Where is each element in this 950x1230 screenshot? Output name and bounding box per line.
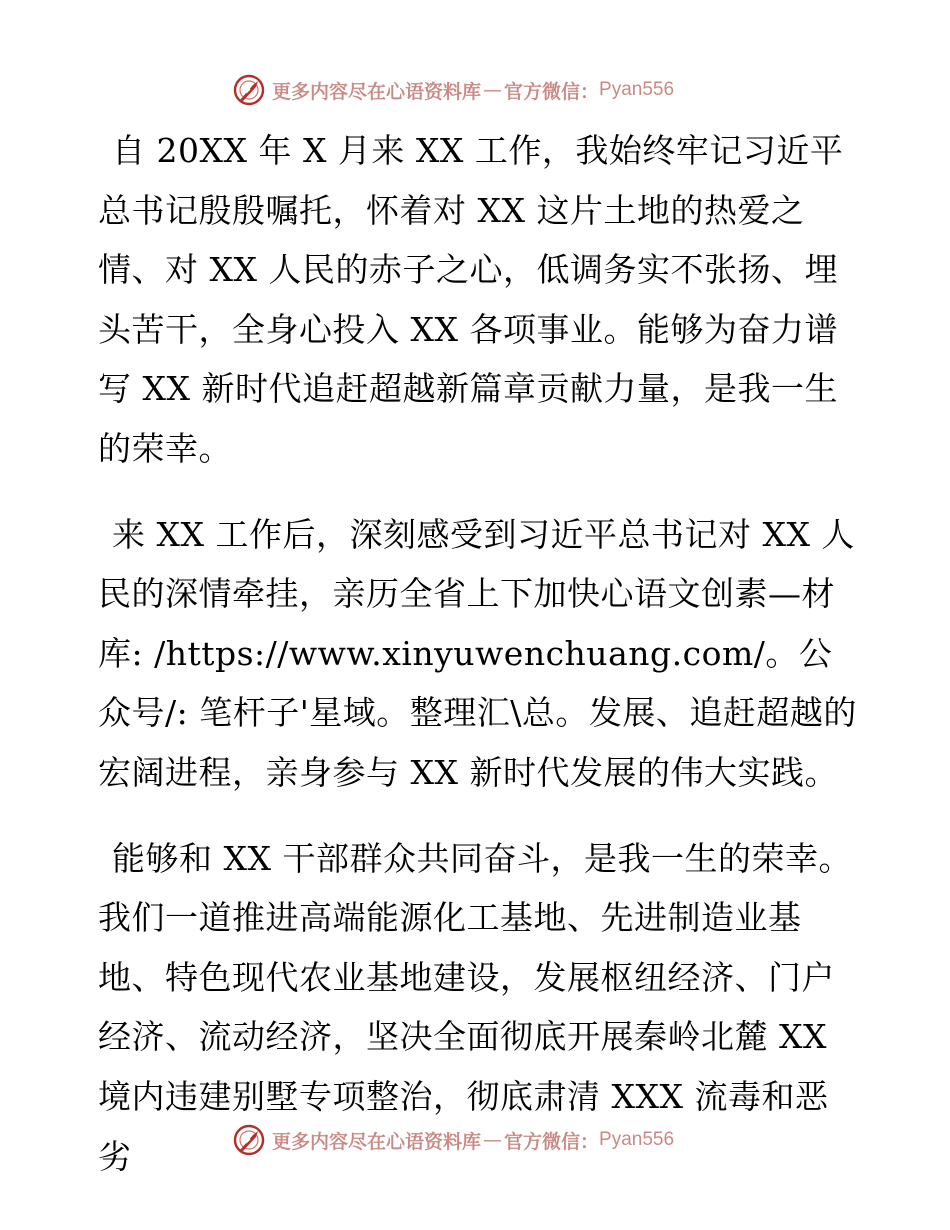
- paragraph-2-text: 来 XX 工作后，深刻感受到习近平总书记对 XX 人民的深情牵挂，亲历全省上下加快心语文创素—材库: /https://www.xinyuwenchuang.com/。公众号/: 笔杆子'星域。整理汇\总。发展、追赶超越的宏阔进程，亲身参与 XX 新时代发展的伟大实践。: [98, 514, 857, 792]
- paragraph-2: [98, 505, 858, 803]
- pen-nib-logo-icon: [232, 1123, 266, 1157]
- footer-watermark-dash: —: [483, 1129, 503, 1151]
- header-watermark-dash: —: [483, 79, 503, 101]
- header-watermark: [232, 72, 712, 108]
- paragraph-1: [98, 121, 858, 479]
- header-wechat-label: 官方微信：: [504, 80, 600, 103]
- footer-wechat-label: 官方微信：: [504, 1130, 600, 1153]
- header-watermark-title: 更多内容尽在心语资料库: [272, 80, 482, 103]
- document-body: [98, 121, 858, 1212]
- header-wechat-id: Pyan556: [599, 79, 675, 100]
- footer-watermark: [232, 1122, 712, 1158]
- pen-nib-logo-icon: [232, 73, 266, 107]
- footer-watermark-title: 更多内容尽在心语资料库: [272, 1130, 482, 1153]
- paragraph-3-text: 能够和 XX 干部群众共同奋斗，是我一生的荣幸。我们一道推进高端能源化工基地、先进制造业基地、特色现代农业基地建设，发展枢纽经济、门户经济、流动经济，坚决全面彻底开展秦岭北麓 XX 境内违建别墅专项整治，彻底肃清 XXX 流毒和恶劣: [98, 838, 852, 1176]
- paragraph-1-text: 自 20XX 年 X 月来 XX 工作，我始终牢记习近平总书记殷殷嘱托，怀着对 XX 这片土地的热爱之情、对 XX 人民的赤子之心，低调务实不张扬、埋头苦干，全身心投入 XX 各项事业。能够为奋力谱写 XX 新时代追赶超越新篇章贡献力量，是我一生的荣幸。: [98, 131, 844, 468]
- footer-wechat-id: Pyan556: [599, 1129, 675, 1150]
